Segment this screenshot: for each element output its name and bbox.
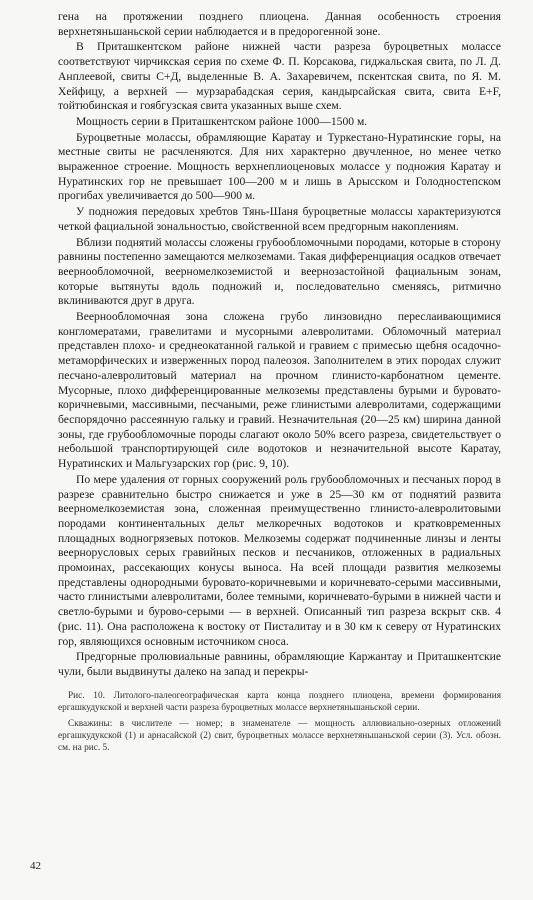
figure-caption: Рис. 10. Литолого-палеогеографическая карта конца позднего плиоцена, времени формирования ергашкудукской и верхней части разреза буроцветных молассе верхнетяньшаньской серии. xyxy=(58,690,501,713)
paragraph: Предгорные пролювиальные равнины, обрамляющие Каржантау и Приташкентские чули, были выдвинуты далеко на запад и перекры- xyxy=(58,650,501,678)
paragraph: Вблизи поднятий молассы сложены грубообломочными породами, которые в сторону равнины постепенно замещаются мелкоземами. Такая дифференциация осадков отвечает веерноoбломочной, веерномелкоземистой и веернозастойной фациальным зонам, которые вытянуты вдоль подножий и, последовательно сменяясь, ритмично вклиниваются друг в друга. xyxy=(58,235,501,308)
caption-spacer xyxy=(58,680,501,690)
paragraph: В Приташкентском районе нижней части разреза буроцветных молассе соответствуют чирчикская серия по схеме Ф. П. Корсакова, гиджальская свита, по Л. Д. Анплеевой, свиты С+Д, выделенные В. А. Захаревичем, пскентская свита, по Я. М. Хейфицу, а верхней — мурзарабадская серия, кандырсайская свита, свита Е+F, тойтюбинская и гоябгузская свита указанных выше схем. xyxy=(58,40,501,113)
paragraph: По мере удаления от горных сооружений роль грубообломочных и песчаных пород в разрезе сравнительно быстро снижается и уже в 25—30 км от поднятий развита веерномелкоземистая зона, сложенная преимущественно глинисто-алевролитовыми породами континентальных дельт мелкоречных водотоков и кратковременных площадных водногрязевых потоков. Мелкоземы содержат подчиненные линзы и ленты веерноpусловых серых гравийных песков и песчаников, отложенных в радиальных промоинах, рассекающих конусы выноса. На всей площади развития мелкоземы представлены однородными буровато-коричневыми и коричневато-серыми массивными, часто глинистыми алевролитами, более темными, коричневато-бурыми в нижней части и светло-бурыми и бурово-серыми — в верхней. Описанный тип разреза вскрыт скв. 4 (рис. 11). Она расположена к востоку от Писталитау и в 30 км к северу от Нуратинских гор, являющихся основным источником сноса. xyxy=(58,472,501,648)
paragraph: Мощность серии в Приташкентском районе 1000—1500 м. xyxy=(76,114,368,128)
paragraph: Веерноoбломочная зона сложена грубо линзовидно переслаивающимися конгломератами, гравелитами и мусорными алевролитами. Обломочный материал представлен плохо- и среднеокатанной галькой и гравием с примесью щебня осадочно-метаморфических и изверженных пород палеозоя. Заполнителем в этих породах служит песчано-алевролитовый материал на прочном глинисто-карбонатном цементе. Мусорные, плохо дифференцированные мелкоземы представлены бурыми и буровато-коричневыми, массивными, песчаными, реже глинистыми алевролитами, содержащими беспорядочно рассеянную гальку и гравий. Незначительная (20—25 км) ширина данной зоны, где грубообломочные породы слагают около 50% всего разреза, свидетельствует о небольшой транспортирующей силе водотоков и незначительной высоте Каратау, Нуратинских и Мальгузарских гор (рис. 9, 10). xyxy=(58,310,501,471)
paragraph: гена на протяжении позднего плиоцена. Данная особенность строения верхнетяньшаньской серии наблюдается и в предорогенной зоне. xyxy=(58,10,501,38)
page-number: 42 xyxy=(30,860,41,872)
figure-legend: Скважины: в числителе — номер; в знаменателе — мощность аллювиально-озерных отложений ергашкудукской (1) и арнасайской (2) свит, буроцветных молассе верхнетяньшаньской серии (3). Усл. обозн. см. на рис. 5. xyxy=(58,718,501,753)
paragraph: У подножия передовых хребтов Тянь-Шаня буроцветные молассы характеризуются четкой фациальной зональностью, свойственной всем предгорным накоплениям. xyxy=(58,205,501,233)
paragraph: Буроцветные молассы, обрамляющие Каратау и Туркестано-Нуратинские горы, на местные свиты не расчленяются. Для них характерно двучленное, но менее четко выраженное строение. Мощность верхнеплиоценовых молассе у подножия Каратау и Нуратинских гор не превышает 100—200 м и лишь в Арысском и Голодностепском прогибах увеличивается до 500—900 м. xyxy=(58,130,501,203)
page-body xyxy=(58,10,501,754)
